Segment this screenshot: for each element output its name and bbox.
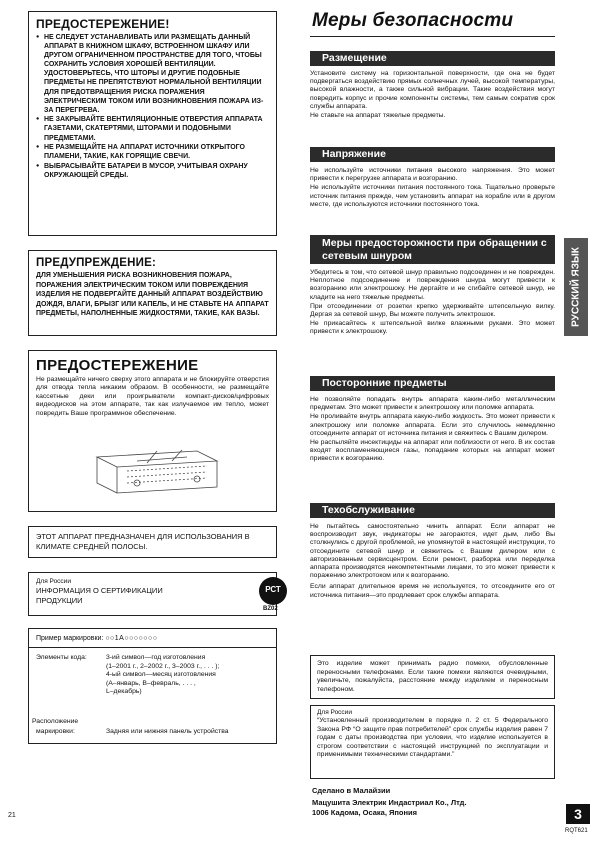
page-title: Меры безопасности bbox=[312, 10, 514, 31]
cert-line-1: Для России bbox=[36, 578, 71, 585]
page-number-right: 3 bbox=[566, 804, 590, 824]
warning-title: ПРЕДУПРЕЖДЕНИЕ: bbox=[36, 257, 157, 269]
caution-1-item: ● НЕ РАЗМЕЩАЙТЕ НА АППАРАТ ИСТОЧНИКИ ОТКРЫТОГО ПЛАМЕНИ, ТАКИЕ, КАК ГОРЯЩИЕ СВЕЧИ. bbox=[36, 143, 269, 161]
russia-service-text: “Установленный производителем в порядке п. 2 ст. 5 Федерального Закона РФ “О защите прав потребителей” срок службы изделия равен 7 годам с даты производства при условии, что изделие используется в строгом соответствии с настоящей инструкцией по эксплуатации и применимыми техническими стандартами.” bbox=[317, 717, 548, 759]
caution-1-title: ПРЕДОСТЕРЕЖЕНИЕ! bbox=[36, 17, 170, 31]
marking-element-line: 3-ий символ—год изготовления bbox=[106, 654, 206, 661]
marking-example-label: Пример маркировки: bbox=[36, 635, 104, 642]
cert-line-2: ИНФОРМАЦИЯ О СЕРТИФИКАЦИИ bbox=[36, 586, 163, 595]
section-power-cord-body bbox=[310, 269, 555, 338]
caution-1-item: ● ВЫБРАСЫВАЙТЕ БАТАРЕИ В МУСОР, УЧИТЫВАЯ ОХРАНУ ОКРУЖАЮЩЕЙ СРЕДЫ. bbox=[36, 162, 269, 180]
marking-element-line: (1–2001 г., 2–2002 г., 3–2003 г., . . . ); bbox=[106, 662, 220, 670]
section-heading-foreign-objects: Посторонние предметы bbox=[310, 376, 555, 391]
section-placement-body bbox=[310, 70, 555, 121]
marking-elements-label: Элементы кода: bbox=[36, 654, 87, 661]
section-paragraph: Не ставьте на аппарат тяжелые предметы. bbox=[310, 112, 446, 120]
section-paragraph: Не используйте источники питания постоянного тока. Тщательно проверьте источник питания прежде, чем установить аппарат на корабле или в другом месте, где используются источники постоянного тока. bbox=[310, 184, 555, 208]
footer-company: Мацушита Электрик Индастриал Ко., Лтд. bbox=[312, 798, 467, 807]
language-side-tab-label: РУССКИЙ ЯЗЫК bbox=[570, 247, 582, 327]
marking-element-line: (А–январь, В–февраль, . . . , bbox=[106, 679, 196, 687]
caution-1-item: ● НЕ ЗАКРЫВАЙТЕ ВЕНТИЛЯЦИОННЫЕ ОТВЕРСТИЯ АППАРАТА ГАЗЕТАМИ, СКАТЕРТЯМИ, ШТОРАМИ И ПОДОБНЫМИ ПРЕДМЕТАМИ. bbox=[36, 115, 269, 142]
cert-code: BZ02 bbox=[263, 606, 278, 612]
gost-logo bbox=[259, 577, 287, 605]
warning-box bbox=[28, 250, 277, 336]
caution-1-list bbox=[36, 33, 269, 180]
russia-service-label: Для России bbox=[317, 709, 352, 716]
caution-1-item: ● НЕ СЛЕДУЕТ УСТАНАВЛИВАТЬ ИЛИ РАЗМЕЩАТЬ ДАННЫЙ АППАРАТ В КНИЖНОМ ШКАФУ, ВСТРОЕННОМ ШКАФУ ИЛИ ДРУГОМ ОГРАНИЧЕННОМ ПРОСТРАНСТВЕ ДЛЯ ТОГО, ЧТОБЫ СОХРАНИТЬ УСЛОВИЯ ХОРОШЕЙ ВЕНТИЛЯЦИИ. УДОСТОВЕРЬТЕСЬ, ЧТО ШТОРЫ И ДРУГИЕ ПОДОБНЫЕ ПРЕДМЕТЫ НЕ ПРЕПЯТСТВУЮТ НОРМАЛЬНОЙ ВЕНТИЛЯЦИИ ДЛЯ ПРЕДОТВРАЩЕНИЯ РИСКА ПОРАЖЕНИЯ ЭЛЕКТРИЧЕСКИМ ТОКОМ ИЛИ ВОЗНИКНОВЕНИЯ ПОЖАРА ИЗ-ЗА ПЕРЕГРЕВА. bbox=[36, 33, 269, 115]
doc-code: RQT621 bbox=[565, 828, 588, 834]
caution-2-text: Не размещайте ничего сверху этого аппарата и не блокируйте отверстия для отвода тепла никаким образом. В особенности, не размещайте кассетные деки или проигрыватели компакт-дисков/цифровых видеодисков на этом аппарате, так как излучаемое им тепло, может повредить Ваше программное обеспечение. bbox=[36, 376, 269, 417]
section-paragraph: Не позволяйте попадать внутрь аппарата каким-либо металлическим предметам. Это может привести к электрошоку или поломке аппарата. bbox=[310, 396, 555, 412]
climate-box bbox=[28, 526, 277, 558]
footer-made-in: Сделано в Малайзии bbox=[312, 786, 391, 795]
caution-box-1 bbox=[28, 11, 277, 236]
section-heading-maintenance: Техобслуживание bbox=[310, 503, 555, 518]
radio-interference-box bbox=[310, 655, 555, 699]
section-heading-voltage: Напряжение bbox=[310, 147, 555, 162]
language-side-tab bbox=[564, 238, 588, 336]
section-paragraph: Установите систему на горизонтальной поверхности, где она не будет подвергаться воздействию прямых солнечных лучей, высокой температуры, высокой влажности, а также сильной вибрации. Такие воздействия могут повредить корпус и прочие компоненты системы, тем самым сократив срок службы аппарата. bbox=[310, 70, 555, 110]
marking-example-row bbox=[36, 634, 269, 644]
marking-box bbox=[28, 628, 277, 744]
device-illustration bbox=[77, 447, 227, 505]
marking-element-line: 4-ый символ—месяц изготовления bbox=[106, 671, 216, 679]
marking-location-value: Задняя или нижняя панель устройства bbox=[106, 728, 229, 735]
section-paragraph: Если аппарат длительное время не используется, то отсоедините его от источника питания—это продлевает срок службы аппарата. bbox=[310, 583, 555, 599]
caution-box-2 bbox=[28, 350, 277, 512]
marking-example-value: ○○1А○○○○○○○ bbox=[105, 635, 158, 642]
climate-text: ЭТОТ АППАРАТ ПРЕДНАЗНАЧЕН ДЛЯ ИСПОЛЬЗОВАНИЯ В КЛИМАТЕ СРЕДНЕЙ ПОЛОСЫ. bbox=[36, 532, 250, 551]
marking-elements-lines bbox=[106, 654, 219, 697]
section-paragraph: При отсоединении от розетки крепко удерживайте штепсельную вилку. Дергая за сетевой шнур, Вы можете получить электрошок. bbox=[310, 302, 555, 319]
certification-box bbox=[28, 572, 281, 616]
section-paragraph: Не используйте источники питания высокого напряжения. Это может привести к перегрузке аппарата и возгоранию. bbox=[310, 167, 555, 183]
title-underline bbox=[310, 36, 555, 37]
radio-interference-text: Это изделие может принимать радио помехи, обусловленные переносными телефонами. Если такие помехи являются очевидными, увеличьте, пожалуйста, расстояние между изделием и переносным телефоном. bbox=[317, 660, 548, 693]
section-heading-placement: Размещение bbox=[310, 51, 555, 66]
section-paragraph: Не прикасайтесь к штепсельной вилке влажными руками. Это может привести к электрошоку. bbox=[310, 320, 555, 336]
russia-service-box bbox=[310, 705, 555, 779]
footer-address: 1006 Кадома, Осака, Япония bbox=[312, 808, 418, 817]
warning-text: ДЛЯ УМЕНЬШЕНИЯ РИСКА ВОЗНИКНОВЕНИЯ ПОЖАРА, ПОРАЖЕНИЯ ЭЛЕКТРИЧЕСКИМ ТОКОМ ИЛИ ПОВРЕЖДЕНИЯ ИЗДЕЛИЯ НЕ ПОДВЕРГАЙТЕ ДАННЫЙ АППАРАТ ВОЗДЕЙСТВИЮ ДОЖДЯ, ВЛАГИ, БРЫЗГ ИЛИ КАПЕЛЬ, И НЕ СТАВЬТЕ НА АППАРАТ ПРЕДМЕТЫ, НАПОЛНЕННЫЕ ЖИДКОСТЯМИ, ТАКИЕ, КАК ВАЗЫ. bbox=[36, 272, 269, 317]
cert-line-3: ПРОДУКЦИИ bbox=[36, 595, 83, 605]
marking-top-divider bbox=[29, 647, 276, 648]
marking-location-label-2: маркировки: bbox=[36, 728, 75, 735]
section-foreign-objects-body bbox=[310, 396, 555, 465]
section-voltage-body bbox=[310, 167, 555, 210]
section-heading-power-cord: Меры предосторожности при обращении с сетевым шнуром bbox=[310, 235, 555, 264]
section-paragraph: Не пытайтесь самостоятельно чинить аппарат. Если аппарат не воспроизводит звук, индикаторы не загораются, идет дым, либо Вы столкнулись с другой проблемой, не упомянутой в настоящей инструкции, то отсоедините сетевой шнур и свяжитесь с Вашим дилером или с авторизованным сервисцентром. Если ремонт, разборка или переделка аппарата производятся некомпетентными лицами, то это может привести к поражению электротоком или к возгоранию. bbox=[310, 523, 555, 580]
section-maintenance-body bbox=[310, 523, 555, 601]
gost-logo-text: РСТ bbox=[265, 585, 281, 594]
marking-location-label-1: Расположение bbox=[32, 718, 79, 725]
section-paragraph: Не распыляйте инсектициды на аппарат или поблизости от него. В их состав входят воспламеняющиеся газы, попадание которых на аппарат может привести к возгоранию. bbox=[310, 439, 555, 463]
section-paragraph: Убедитесь в том, что сетевой шнур правильно подсоединен и не поврежден. Неплотное подсоединение и повреждения шнура могут привести к возгоранию или электрошоку. Не дергайте и не сгибайте сетевой шнур, не кладите на него тяжелые предметы. bbox=[310, 269, 555, 301]
caution-2-title: ПРЕДОСТЕРЕЖЕНИЕ bbox=[36, 357, 199, 374]
section-paragraph: Не проливайте внутрь аппарата какую-либо жидкость. Это может привести к электрошоку или поломке аппарата. Если это случилось немедленно отсоедините аппарат от источника питания и свяжитесь с Вашим дилером. bbox=[310, 413, 555, 437]
marking-element-line: L–декабрь) bbox=[106, 688, 142, 696]
page-number-left: 21 bbox=[8, 812, 16, 819]
